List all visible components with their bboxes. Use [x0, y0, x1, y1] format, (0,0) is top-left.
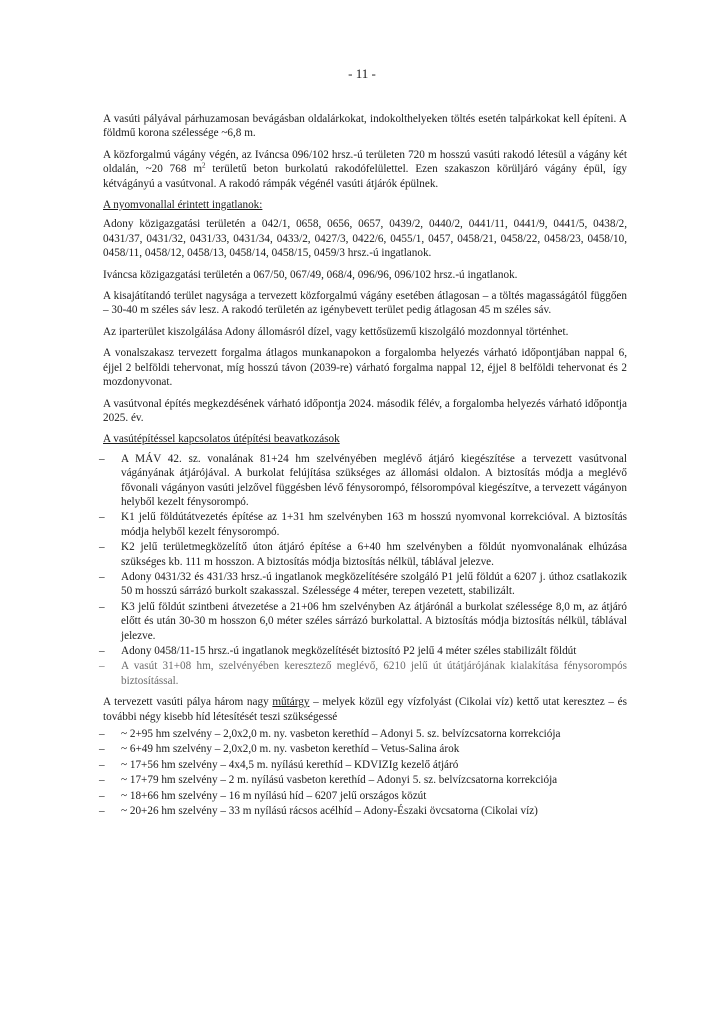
- dash-bullet: –: [99, 511, 105, 524]
- dash-bullet: –: [99, 452, 105, 465]
- list-utepitesi-beavatkozasok: [99, 452, 627, 689]
- paragraph-rakodo-part2: területű beton burkolatú rakodófelülettel. Ezen szakaszon körüljáró vágány épül, így kétvágányú a vasútvonal. A rakodó rámpák végénél vasúti átjárók épülnek.: [103, 163, 627, 190]
- paragraph-oldalarkok: A vasúti pályával párhuzamosan bevágásban oldalárkokat, indokolthelyeken töltés esetén talpárkokat kell építeni. A földmű korona szélessége ~6,8 m.: [103, 113, 627, 140]
- dash-bullet: –: [99, 774, 105, 787]
- paragraph-kisajatitando: A kisajátítandó terület nagysága a tervezett közforgalmú vágány esetében átlagosan – a töltés magasságától függően – 30-40 m széles sáv lesz. A rakodó területén az igénybevett terület pedig átlagosan 45 m széles sáv.: [103, 290, 627, 317]
- paragraph-hidak-part2: – melyek közül egy vízfolyást (Cikolai víz) kettő utat keresztez – és további négy kisebb híd létesítését teszi szükségessé: [103, 696, 627, 723]
- list-item: [99, 452, 627, 510]
- paragraph-hidak-part1: A tervezett vasúti pálya három nagy: [103, 696, 273, 709]
- paragraph-rakodo-part1: A közforgalmú vágány végén, az Iváncsa 096/102 hrsz.-ú területen 720 m hosszú vasúti rakodó létesül a vágány két oldalán, ~20 768 m: [103, 148, 627, 176]
- list-item: [99, 540, 627, 569]
- paragraph-epites: A vasútvonal építés megkezdésének várható időpontja 2024. második félév, a forgalomba helyezés várható időpontja 2025. év.: [103, 397, 627, 424]
- list-item-text: K2 jelű területmegközelítő úton átjáró építése a 6+40 hm szelvényben a földút nyomvonalának elhúzása szükséges kb. 111 m hosszon. A biztosítás módja biztosítás nélkül, táblával jelezve.: [121, 541, 627, 568]
- paragraph-iparterulet: Az iparterület kiszolgálása Adony állomásról dízel, vagy kettősüzemű kiszolgáló mozdonnyal történhet.: [103, 325, 569, 338]
- list-item-text: Adony 0431/32 és 431/33 hrsz.-ú ingatlanok megközelítésére szolgáló P1 jelű földút a 6207 j. úthoz csatlakozik 50 m hosszú sárrázó burkolt szakasszal. Szélessége 4 méter, terepen vezetett, stabilizált.: [121, 570, 627, 598]
- paragraph-adony-ingatlanok: Adony közigazgatási területén a 042/1, 0658, 0656, 0657, 0439/2, 0440/2, 0441/11, 0441/9, 0441/5, 0438/2, 0431/37, 0431/32, 0431/33, 0431/34, 0433/2, 0427/3, 0422/6, 0455/1, 0457, 0458/21, 0458/22, 0458/23, 0458/10, 0458/11, 0458/12, 0458/13, 0458/14, 0458/15, 0459/3 hrsz.-ú ingatlanok.: [103, 218, 627, 260]
- list-item-text: ~ 17+79 hm szelvény – 2 m. nyílású vasbeton kerethíd – Adonyi 5. sz. belvízcsatorna korrekciója: [121, 774, 558, 787]
- list-item-text: ~ 20+26 hm szelvény – 33 m nyílású rácsos acélhíd – Adony-Északi övcsatorna (Cikolai víz): [121, 805, 538, 818]
- paragraph-hidak-mutargy: műtárgy: [272, 696, 310, 709]
- dash-bullet: –: [99, 541, 105, 554]
- paragraph-hidak: [103, 695, 627, 724]
- list-item: [99, 742, 627, 756]
- list-item-text: Adony 0458/11-15 hrsz.-ú ingatlanok megközelítését biztosító P2 jelű 4 méter széles stabilizált földút: [121, 645, 577, 657]
- list-item: [99, 600, 627, 643]
- list-item: [99, 510, 627, 539]
- paragraph-rakodo: [103, 148, 627, 191]
- list-item: [99, 789, 627, 803]
- dash-bullet: –: [99, 600, 105, 613]
- list-item-text: ~ 18+66 hm szelvény – 16 m nyílású híd – 6207 jelű országos közút: [121, 789, 427, 802]
- page-content: [99, 112, 627, 825]
- list-item-text: ~ 2+95 hm szelvény – 2,0x2,0 m. ny. vasbeton kerethíd – Adonyi 5. sz. belvízcsatorna korrekciója: [121, 728, 561, 741]
- dash-bullet: –: [99, 758, 105, 771]
- dash-bullet: –: [99, 805, 105, 818]
- list-item-text: K3 jelű földút szintbeni átvezetése a 21+06 hm szelvényben Az átjárónál a burkolat szélessége 8,0 m, az átjáró előtt és után 30-30 m hosszon 6,0 méter széles sárrázó burkolattal. A biztosítás módja biztosítás nélkül, táblával jelezve.: [121, 600, 627, 642]
- paragraph-forgalom: A vonalszakasz tervezett forgalma átlagos munkanapokon a forgalomba helyezés várható időpontjában nappal 6, éjjel 2 belföldi tehervonat, míg hosszú távon (2039-re) várható forgalma nappal 12, éjjel 8 belföldi tehervonat és 2 mozdonyvonat.: [103, 347, 627, 389]
- dash-bullet: –: [99, 728, 105, 741]
- dash-bullet: –: [99, 789, 105, 802]
- list-item: [99, 659, 627, 688]
- list-item-text: ~ 17+56 hm szelvény – 4x4,5 m. nyílású kerethíd – KDVIZIg kezelő átjáró: [121, 758, 459, 771]
- list-item: [99, 804, 627, 818]
- heading-utepitesi-beavatkozasok: A vasútépítéssel kapcsolatos útépítési beavatkozások: [103, 433, 340, 446]
- list-item: [99, 570, 627, 599]
- list-item: [99, 773, 627, 787]
- dash-bullet: –: [99, 645, 105, 657]
- list-item-text: A MÁV 42. sz. vonalának 81+24 hm szelvényében meglévő átjáró kiegészítése a tervezett vasútvonal vágányának átjárójával. A burkolat felújítása szükséges az állomási oldalon. A biztosítás módja a meglévő fővonali vágányon vasúti jelzővel függésben lévő fénysorompó, félsorompóval kiegészítve, a tervezett vágányon helyből kezelt fénysorompó.: [121, 452, 627, 508]
- heading-ingatlanok: A nyomvonallal érintett ingatlanok:: [103, 199, 263, 212]
- list-item: [99, 644, 627, 658]
- dash-bullet: –: [99, 660, 105, 673]
- list-item: [99, 758, 627, 772]
- list-item-text: A vasút 31+08 hm, szelvényében keresztező meglévő, 6210 jelű út útátjárójának kialakítása fénysorompós biztosítással.: [121, 660, 627, 687]
- list-item: [99, 727, 627, 741]
- list-hidak: [99, 727, 627, 818]
- superscript-2: 2: [202, 161, 206, 170]
- paragraph-ivancsa-ingatlanok: Iváncsa közigazgatási területén a 067/50, 067/49, 068/4, 096/96, 096/102 hrsz.-ú ingatlanok.: [103, 268, 518, 281]
- dash-bullet: –: [99, 743, 105, 756]
- page-number: - 11 -: [348, 66, 376, 81]
- list-item-text: ~ 6+49 hm szelvény – 2,0x2,0 m. ny. vasbeton kerethíd – Vetus-Salina árok: [121, 743, 460, 756]
- dash-bullet: –: [99, 570, 105, 583]
- list-item-text: K1 jelű földútátvezetés építése az 1+31 hm szelvényben 163 m hosszú nyomvonal korrekcióval. A biztosítás módja helyből kezelt fénysorompó.: [121, 511, 627, 538]
